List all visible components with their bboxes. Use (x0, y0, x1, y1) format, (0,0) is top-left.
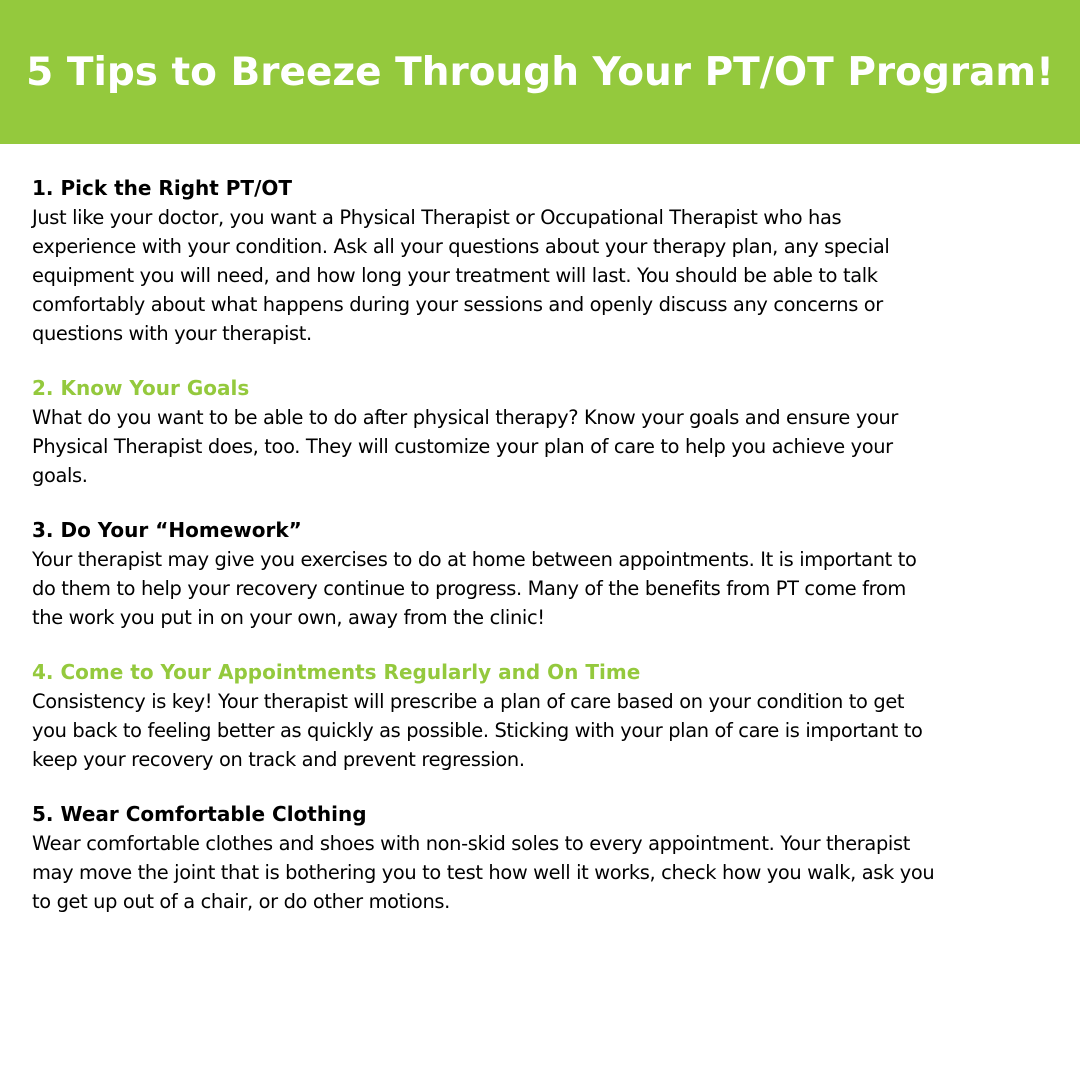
tip-heading: 4. Come to Your Appointments Regularly and On Time (32, 660, 641, 684)
tip-heading: 3. Do Your “Homework” (32, 518, 302, 542)
page-title: 5 Tips to Breeze Through Your PT/OT Program! (26, 49, 1054, 95)
tip-body: Just like your doctor, you want a Physical Therapist or Occupational Therapist who has experience with your condition. Ask all your questions about your therapy plan, any special equipment you will need, and how long your treatment will last. You should be able to talk comfortably about what happens during your sessions and openly discuss any concerns or questions with your therapist. (32, 206, 890, 345)
tip-body: Consistency is key! Your therapist will prescribe a plan of care based on your condition to get you back to feeling better as quickly as possible. Sticking with your plan of care is important to keep your recovery on track and prevent regression. (32, 690, 923, 771)
tip-2 (32, 373, 1048, 490)
tip-body: Wear comfortable clothes and shoes with non-skid soles to every appointment. Your therapist may move the joint that is bothering you to test how well it works, check how you walk, ask you to get up out of a chair, or do other motions. (32, 832, 935, 913)
tip-body: Your therapist may give you exercises to do at home between appointments. It is important to do them to help your recovery continue to progress. Many of the benefits from PT come from the work you put in on your own, away from the clinic! (32, 548, 917, 629)
tip-heading: 2. Know Your Goals (32, 376, 250, 400)
tip-body: What do you want to be able to do after physical therapy? Know your goals and ensure your Physical Therapist does, too. They will customize your plan of care to help you achieve your goals. (32, 406, 899, 487)
tip-5 (32, 799, 1048, 916)
tip-4 (32, 657, 1048, 774)
tip-heading: 5. Wear Comfortable Clothing (32, 802, 367, 826)
tip-3 (32, 515, 1048, 632)
tip-heading: 1. Pick the Right PT/OT (32, 176, 293, 200)
tip-1 (32, 173, 1048, 348)
